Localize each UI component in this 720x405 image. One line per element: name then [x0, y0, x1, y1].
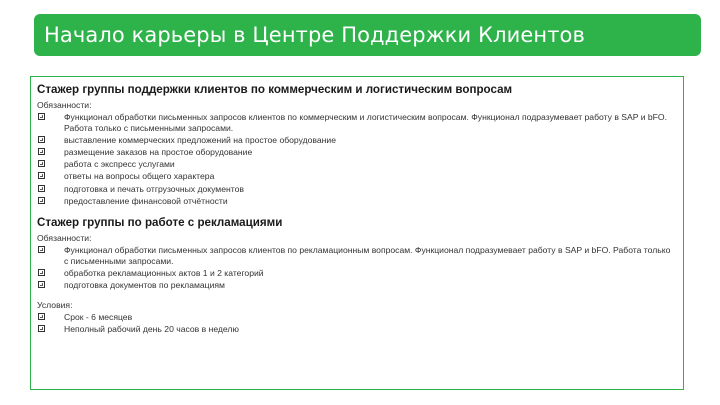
list-item: размещение заказов на простое оборудование: [37, 147, 676, 158]
checkbox-bullet-icon: [38, 113, 45, 120]
duties-label: Обязанности:: [37, 232, 92, 243]
checkbox-bullet-icon: [38, 136, 45, 143]
list-item: Срок - 6 месяцев: [37, 312, 676, 323]
list-item: выставление коммерческих предложений на простое оборудование: [37, 135, 676, 146]
list-item: обработка рекламационных актов 1 и 2 категорий: [37, 268, 676, 279]
conditions-list: [37, 312, 676, 335]
duties-list-support: [37, 112, 676, 206]
list-item: подготовка документов по рекламациям: [37, 280, 676, 291]
list-item: Функционал обработки письменных запросов клиентов по коммерческим и логистическим вопросам. Функционал подразумевает работу в SAP и bFO. Работа только с письменными запросами.: [37, 112, 676, 134]
page-title: Начало карьеры в Центре Поддержки Клиентов: [44, 23, 585, 47]
checkbox-bullet-icon: [38, 246, 45, 253]
list-item: предоставление финансовой отчётности: [37, 196, 676, 207]
list-item: Неполный рабочий день 20 часов в неделю: [37, 324, 676, 335]
section-title-claims-intern: Стажер группы по работе с рекламациями: [37, 215, 283, 229]
duties-label: Обязанности:: [37, 100, 92, 110]
conditions-label: Условия:: [37, 299, 73, 310]
checkbox-bullet-icon: [38, 172, 45, 179]
checkbox-bullet-icon: [38, 160, 45, 167]
checkbox-bullet-icon: [38, 313, 45, 320]
title-banner: [34, 14, 701, 56]
checkbox-bullet-icon: [38, 325, 45, 332]
list-item: Функционал обработки письменных запросов клиентов по рекламационным вопросам. Функционал подразумевает работу в SAP и bFO. Работа только с письменными запросами.: [37, 245, 676, 267]
duties-list-claims: [37, 245, 676, 291]
list-item: подготовка и печать отгрузочных документов: [37, 184, 676, 195]
checkbox-bullet-icon: [38, 148, 45, 155]
content-card: [30, 76, 684, 390]
checkbox-bullet-icon: [38, 281, 45, 288]
checkbox-bullet-icon: [38, 197, 45, 204]
checkbox-bullet-icon: [38, 185, 45, 192]
section-title-support-intern: Стажер группы поддержки клиентов по коммерческим и логистическим вопросам: [37, 83, 513, 96]
list-item: ответы на вопросы общего характера: [37, 171, 676, 182]
list-item: работа с экспресс услугами: [37, 159, 676, 170]
checkbox-bullet-icon: [38, 269, 45, 276]
